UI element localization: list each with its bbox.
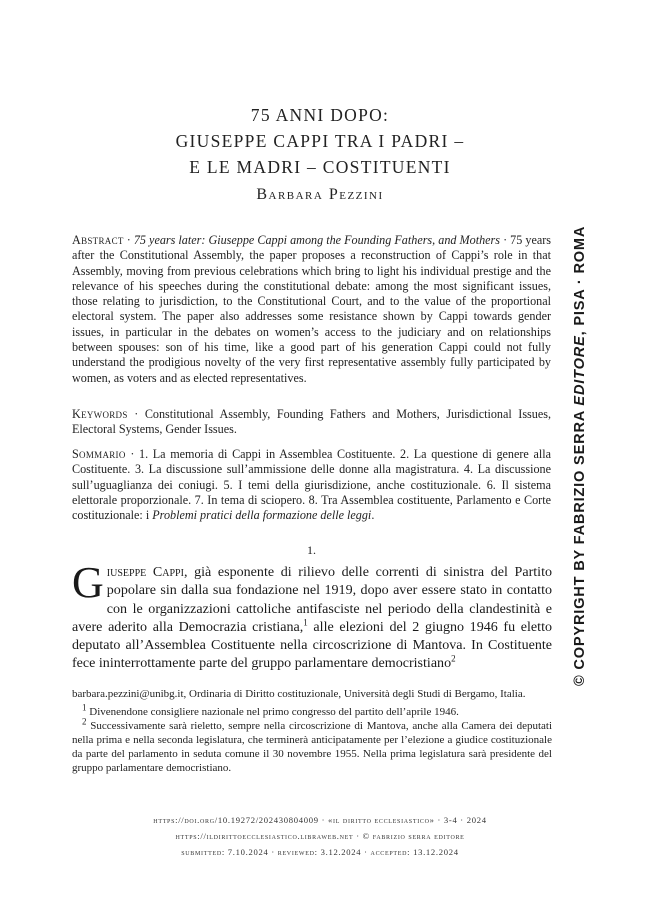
footer-doi: https://doi.org/10.19272/202430804009 · «il diritto ecclesiastico» · 3-4 · 2024 (153, 815, 487, 825)
sommario (72, 447, 551, 523)
author-name: Barbara Pezzini (256, 186, 384, 203)
abstract-title: 75 years later: Giuseppe Cappi among the Founding Fathers, and Mothers (133, 233, 500, 247)
footnote-1-number: 1 (82, 702, 87, 713)
article-title (60, 102, 580, 180)
footnote-2-number: 2 (82, 716, 87, 727)
body-paragraph (72, 558, 552, 673)
copyright-italic: EDITORE (572, 335, 588, 406)
footnote-ref-1[interactable]: 1 (303, 617, 308, 628)
footer-website: https://ildirittoecclesiastico.libraweb.net · © fabrizio serra editore (175, 831, 465, 841)
sommario-end: . (371, 508, 375, 523)
footnote-2 (72, 716, 552, 775)
footnote-2-text: Successivamente sarà rieletto, sempre nella circoscrizione di Mantova, anche alla Camera dei deputati nella prima e nella seconda legislatura, che terminerà anticipatamente per l’elezione a giudice costituzionale da parte del parlamento in seduta comune il 30 novembre 1955. Nella prima legislatura sarà presidente del gruppo parlamentare democristiano. (72, 720, 552, 774)
footnotes (72, 687, 552, 775)
keywords-label: Keywords (72, 407, 128, 421)
separator: · (503, 233, 511, 247)
sommario-text: 1. La memoria di Cappi in Assemblea Costituente. 2. La questione di genere alla Costituente. 3. La discussione sull’ammissione delle donne alla magistratura. 4. La discussione sull’uguaglianza dei coniugi. 5. I temi della giurisdizione, anche costituzionale. 6. Il sistema elettorale proporzionale. 7. In tema di sciopero. 8. Tra Assemblea costituente, Parlamento e Corte costituzionale: i (72, 447, 551, 523)
body-text-1: , già esponente di rilievo delle correnti di sinistra del Partito popolare sin dalla sua fondazione nel 1919, dopo aver essere stato in contatto con le organizzazioni cattoliche antifasciste nel periodo della clandestinità e avere aderito alla Democrazia cristiana, (72, 564, 552, 635)
copyright-svg (562, 210, 594, 690)
separator: · (130, 447, 139, 461)
sommario-label: Sommario (72, 447, 126, 461)
footnote-1-text: Divenendone consigliere nazionale nel primo congresso del partito dell’aprile 1946. (89, 706, 459, 718)
author-name-smallcaps: iuseppe Cappi (106, 564, 184, 580)
separator: · (134, 407, 145, 421)
footer-dates: submitted: 7.10.2024 · reviewed: 3.12.2024 · accepted: 13.12.2024 (181, 847, 459, 857)
affiliation-note: barbara.pezzini@unibg.it, Ordinaria di Diritto costituzionale, Università degli Studi di Bergamo, Italia. (72, 688, 526, 700)
title-line-2: GIUSEPPE CAPPI TRA I PADRI – (175, 131, 465, 151)
footnote-ref-2[interactable]: 2 (451, 653, 456, 664)
abstract-label: Abstract (72, 233, 124, 247)
copyright-suffix: , PISA · ROMA (572, 225, 588, 336)
abstract (72, 233, 551, 386)
copyright-vertical (562, 210, 594, 690)
copyright-text (572, 226, 588, 686)
abstract-text: 75 years after the Constitutional Assembly, the paper proposes a reconstruction of Cappi’s role in that Assembly, moving from previous celebrations which bring to light his individual prestige and the relevance of his speeches during the constitutional debate: among the most significant issues, those relating to jurisdiction, to the Constitutional Court, and to the value of the proportional electoral system. The paper also addresses some resistance shown by Cappi towards gender issues, in particular in the debates on women’s access to the judiciary and on relationships between spouses: son of his time, like a good part of his generation Cappi could not fully understand the prodigious novelty of the very first representative assembly fully participated by women, as voters and as elected representatives. (72, 233, 551, 385)
separator: · (126, 233, 134, 247)
keywords-text: Constitutional Assembly, Founding Fathers and Mothers, Jurisdictional Issues, Electoral Systems, Gender Issues. (72, 407, 551, 437)
drop-cap: G (72, 558, 104, 607)
section-number: 1. (307, 543, 316, 557)
body-text-2: alle elezioni del 2 giugno 1946 fu eletto deputato all’Assemblea Costituente nella circoscrizione di Mantova. In Costituente fece ininterrottamente parte del gruppo parlamentare democristiano (72, 618, 552, 672)
sommario-italic: Problemi pratici della formazione delle leggi (152, 508, 372, 523)
page-footer (60, 812, 580, 860)
title-line-3: E LE MADRI – COSTITUENTI (189, 157, 451, 177)
copyright-prefix: © COPYRIGHT BY FABRIZIO SERRA (572, 405, 588, 686)
title-line-1: 75 ANNI DOPO: (250, 105, 390, 125)
keywords (72, 407, 551, 438)
footnote-1 (72, 702, 552, 719)
